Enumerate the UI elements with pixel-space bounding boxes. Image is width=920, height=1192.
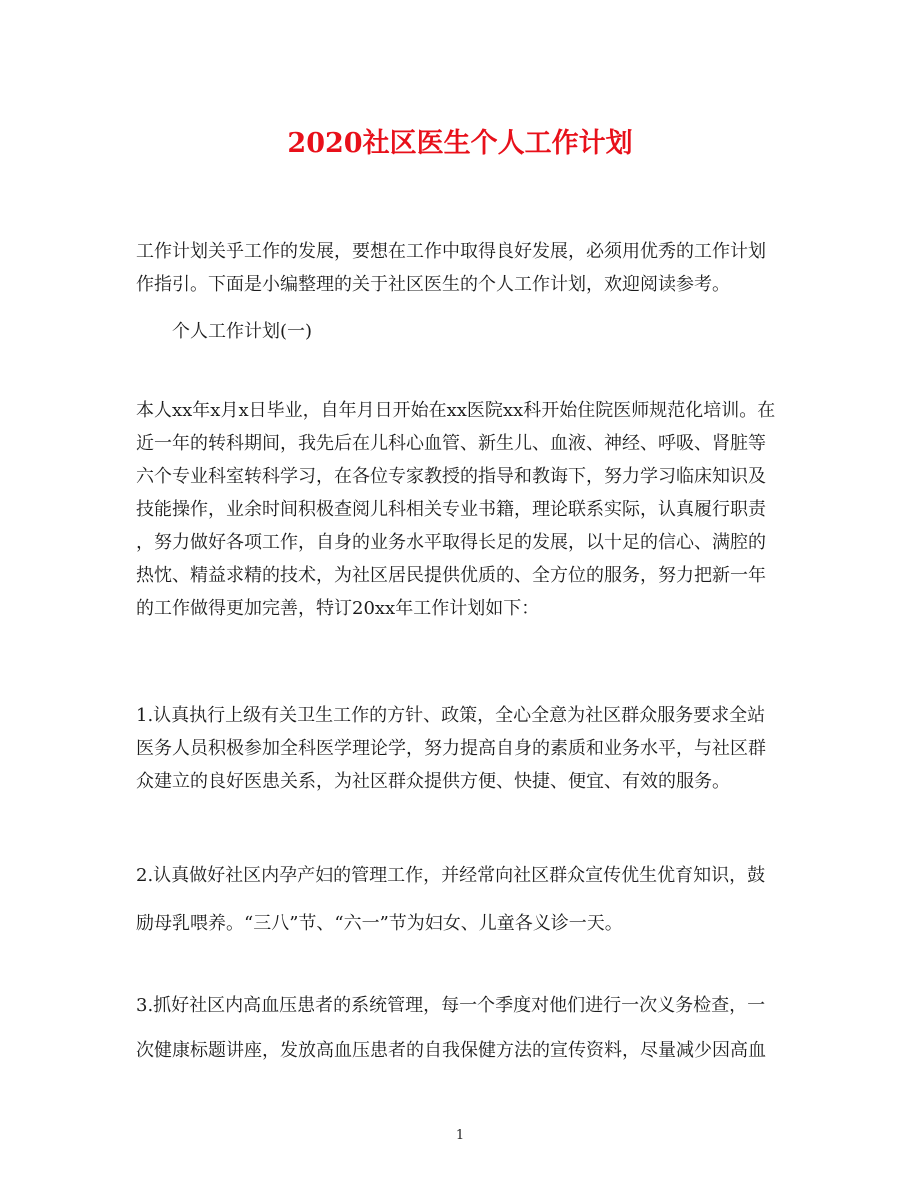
section-subtitle: 个人工作计划(一) bbox=[172, 321, 313, 342]
intro-line: 工作计划关乎工作的发展，要想在工作中取得良好发展，必须用优秀的工作计划 bbox=[136, 241, 766, 262]
intro-paragraph bbox=[136, 235, 786, 301]
plan-item-1-line: 众建立的良好医患关系，为社区群众提供方便、快捷、便宜、有效的服务。 bbox=[136, 771, 730, 792]
plan-item-1 bbox=[136, 699, 786, 798]
plan-item-1-line: 医务人员积极参加全科医学理论学，努力提高自身的素质和业务水平，与社区群 bbox=[136, 738, 766, 759]
intro-line: 作指引。下面是小编整理的关于社区医生的个人工作计划，欢迎阅读参考。 bbox=[136, 274, 730, 295]
body-paragraph bbox=[136, 394, 786, 625]
plan-item-3-line: 次健康标题讲座，发放高血压患者的自我保健方法的宣传资料，尽量减少因高血 bbox=[136, 1040, 766, 1061]
plan-item-1-line: 1.认真执行上级有关卫生工作的方针、政策，全心全意为社区群众服务要求全站 bbox=[136, 705, 766, 726]
body-line: 技能操作，业余时间积极查阅儿科相关专业书籍，理论联系实际，认真履行职责 bbox=[136, 499, 766, 520]
plan-item-2-line: 2.认真做好社区内孕产妇的管理工作，并经常向社区群众宣传优生优育知识，鼓 bbox=[136, 865, 766, 886]
body-line: 近一年的转科期间，我先后在儿科心血管、新生儿、血液、神经、呼吸、肾脏等 bbox=[136, 433, 766, 454]
body-line: 的工作做得更加完善，特订20xx年工作计划如下： bbox=[136, 598, 540, 619]
body-line: 本人xx年x月x日毕业，自年月日开始在xx医院xx科开始住院医师规范化培训。在 bbox=[136, 400, 776, 421]
body-line: 热忱、精益求精的技术，为社区居民提供优质的、全方位的服务，努力把新一年 bbox=[136, 565, 766, 586]
document-title: 2020社区医生个人工作计划 bbox=[287, 128, 633, 159]
plan-item-3-line: 3.抓好社区内高血压患者的系统管理，每一个季度对他们进行一次义务检查，一 bbox=[136, 995, 766, 1016]
plan-item-3 bbox=[136, 983, 786, 1073]
body-line: ，努力做好各项工作，自身的业务水平取得长足的发展，以十足的信心、满腔的 bbox=[136, 532, 766, 553]
plan-item-2-line: 励母乳喂养。“三八”节、“六一”节为妇女、儿童各义诊一天。 bbox=[136, 913, 623, 934]
plan-item-2 bbox=[136, 852, 786, 948]
body-line: 六个专业科室转科学习，在各位专家教授的指导和教诲下，努力学习临床知识及 bbox=[136, 466, 766, 487]
page-number: 1 bbox=[455, 1128, 465, 1143]
